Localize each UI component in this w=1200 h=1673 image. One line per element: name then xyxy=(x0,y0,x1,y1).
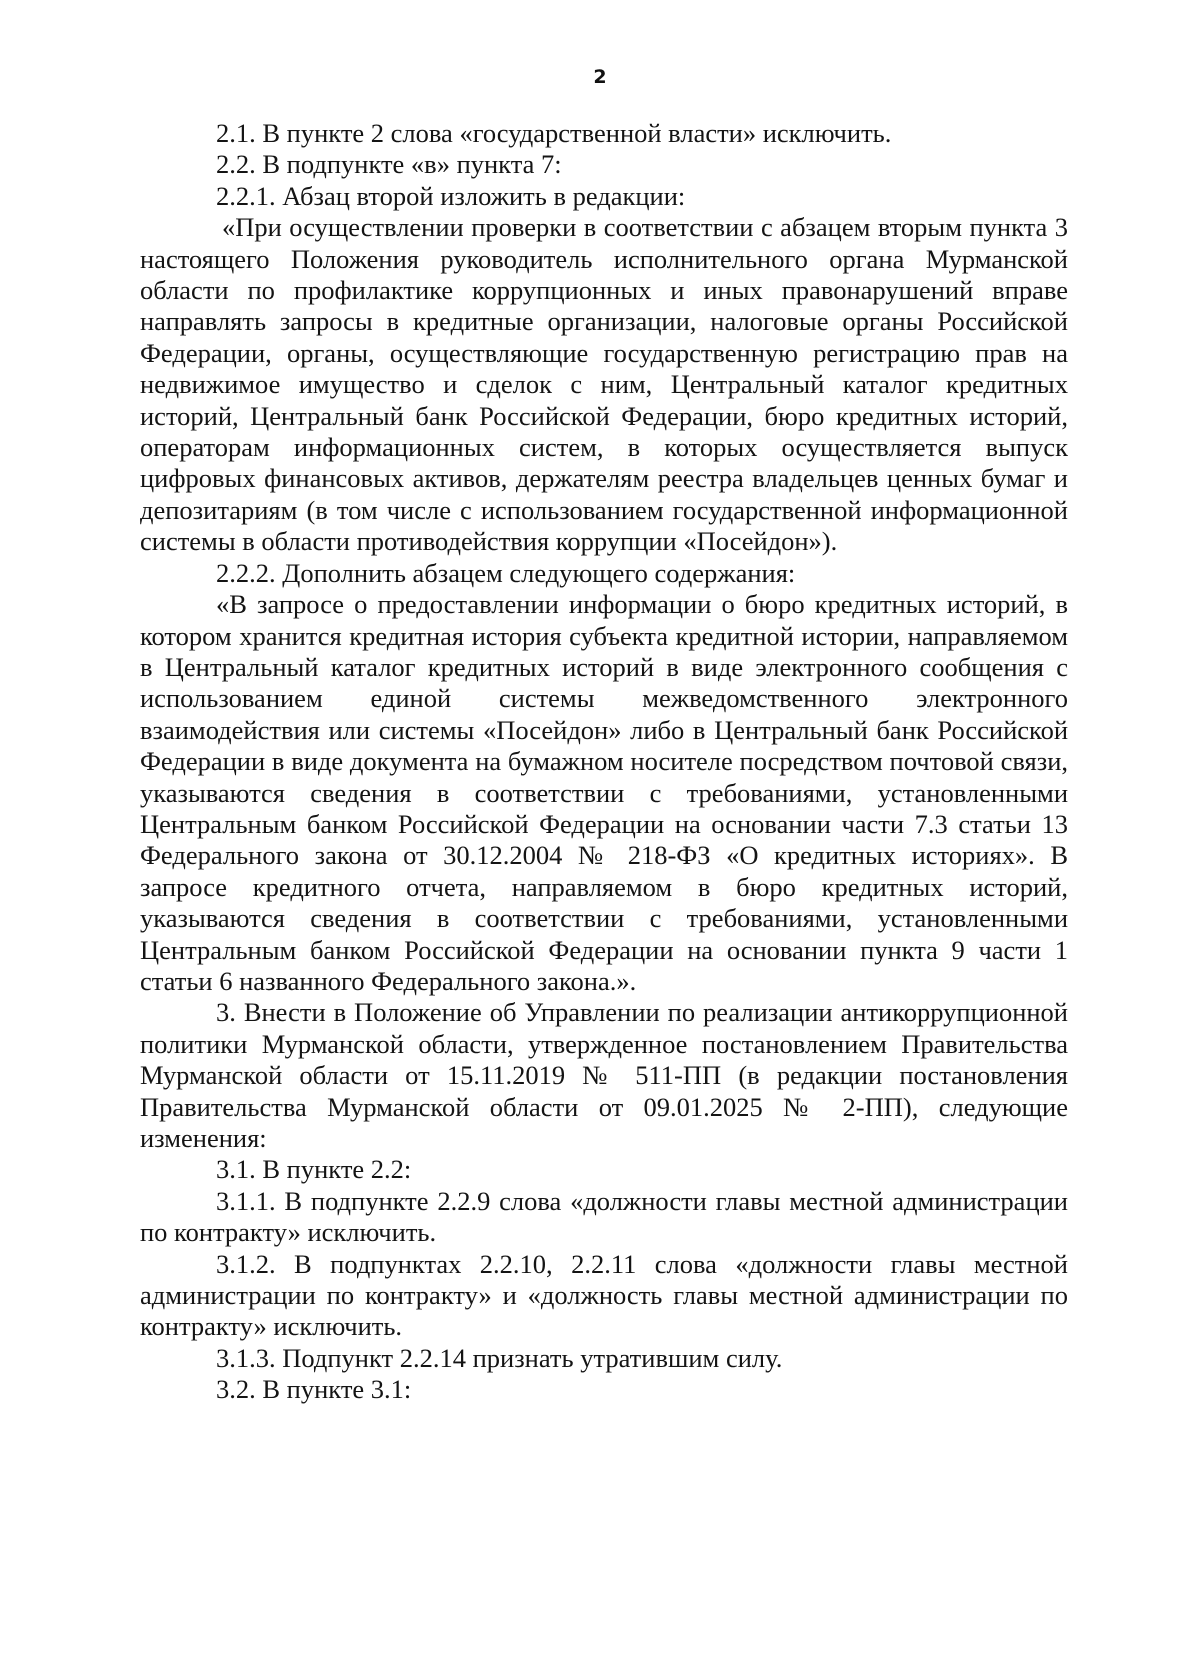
paragraph-quoted-verification: «При осуществлении проверки в соответствии с абзацем вторым пункта 3 настоящего Положения руководитель исполнительного органа Мурманской области по профилактике коррупционных и иных правонарушений вправе направлять запросы в кредитные организации, налоговые органы Российской Федерации, органы, осуществляющие государственную регистрацию прав на недвижимое имущество и сделок с ним, Центральный каталог кредитных историй, Центральный банк Российской Федерации, бюро кредитных историй, операторам информационных систем, в которых осуществляется выпуск цифровых финансовых активов, держателям реестра владельцев ценных бумаг и депозитариям (в том числе с использованием государственной информационной системы в области противодействия коррупции «Посейдон»). xyxy=(140,212,1068,557)
paragraph-quoted-request: «В запросе о предоставлении информации о бюро кредитных историй, в котором хранится кредитная история субъекта кредитной истории, направляемом в Центральный каталог кредитных историй в виде электронного сообщения с использованием единой системы межведомственного электронного взаимодействия или системы «Посейдон» либо в Центральный банк Российской Федерации в виде документа на бумажном носителе посредством почтовой связи, указываются сведения в соответствии с требованиями, установленными Центральным банком Российской Федерации на основании части 7.3 статьи 13 Федерального закона от 30.12.2004 № 218-ФЗ «О кредитных историях». В запросе кредитного отчета, направляемом в бюро кредитных историй, указываются сведения в соответствии с требованиями, установленными Центральным банком Российской Федерации на основании пункта 9 части 1 статьи 6 названного Федерального закона.». xyxy=(140,589,1068,996)
paragraph-3-1-2: 3.1.2. В подпунктах 2.2.10, 2.2.11 слова «должности главы местной администрации по контракту» и «должность главы местной администрации по контракту» исключить. xyxy=(140,1248,1068,1342)
page-number: 2 xyxy=(593,66,607,88)
paragraph-2-1: 2.1. В пункте 2 слова «государственной власти» исключить. xyxy=(216,118,892,148)
paragraph-3-1: 3.1. В пункте 2.2: xyxy=(216,1154,412,1185)
paragraph-3-1-3: 3.1.3. Подпункт 2.2.14 признать утратившим силу. xyxy=(216,1342,783,1373)
paragraph-2-2: 2.2. В подпункте «в» пункта 7: xyxy=(216,149,562,180)
paragraph-3-1-1: 3.1.1. В подпункте 2.2.9 слова «должности главы местной администрации по контракту» исключить. xyxy=(140,1185,1068,1248)
paragraph-2-2-1: 2.2.1. Абзац второй изложить в редакции: xyxy=(216,180,686,211)
document-body xyxy=(140,118,1068,1406)
paragraph-2-2-2: 2.2.2. Дополнить абзацем следующего содержания: xyxy=(216,557,796,588)
paragraph-3-2: 3.2. В пункте 3.1: xyxy=(216,1374,412,1405)
paragraph-3: 3. Внести в Положение об Управлении по реализации антикоррупционной политики Мурманской области, утвержденное постановлением Правительства Мурманской области от 15.11.2019 № 511-ПП (в редакции постановления Правительства Мурманской области от 09.01.2025 № 2-ПП), следующие изменения: xyxy=(140,997,1068,1153)
